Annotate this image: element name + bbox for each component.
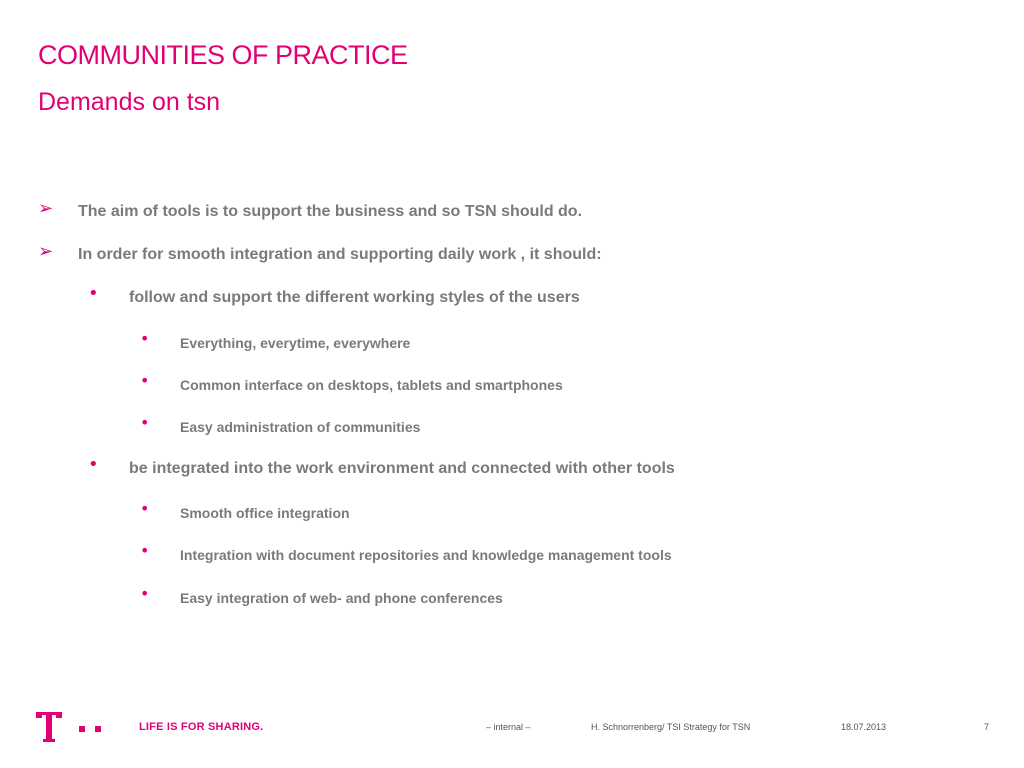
bullet-item-level-3: Easy administration of communities <box>180 419 421 435</box>
footer-date: 18.07.2013 <box>841 722 887 732</box>
dot-bullet-icon: • <box>88 454 99 475</box>
classification-label: – internal – <box>486 722 531 732</box>
telekom-t-logo-icon <box>36 708 106 744</box>
bullet-item-level-1: The aim of tools is to support the business and so TSN should do. <box>78 203 583 220</box>
arrowhead-bullet-icon: ➢ <box>38 241 54 262</box>
bullet-item-level-3: Integration with document repositories and knowledge management tools <box>180 547 672 563</box>
bullet-item-level-3: Common interface on desktops, tablets and smartphones <box>180 377 563 393</box>
dot-bullet-icon: • <box>140 371 150 390</box>
bullet-item-level-3: Smooth office integration <box>180 505 350 521</box>
dot-bullet-icon: • <box>88 283 99 304</box>
page-subtitle: Demands on tsn <box>38 88 221 116</box>
bullet-item-level-2: follow and support the different working styles of the users <box>129 289 580 306</box>
page-title: COMMUNITIES OF PRACTICE <box>38 40 408 70</box>
footer-author: H. Schnorrenberg/ TSI Strategy for TSN <box>591 722 751 732</box>
dot-bullet-icon: • <box>140 329 150 348</box>
bullet-item-level-3: Easy integration of web- and phone conferences <box>180 590 503 606</box>
dot-bullet-icon: • <box>140 499 150 518</box>
bullet-item-level-1: In order for smooth integration and supporting daily work , it should: <box>78 246 602 263</box>
page-number: 7 <box>984 722 990 732</box>
brand-claim: LIFE IS FOR SHARING. <box>139 721 264 733</box>
bullet-item-level-2: be integrated into the work environment and connected with other tools <box>129 460 675 477</box>
dot-bullet-icon: • <box>140 541 150 560</box>
bullet-item-level-3: Everything, everytime, everywhere <box>180 335 411 351</box>
dot-bullet-icon: • <box>140 413 150 432</box>
dot-bullet-icon: • <box>140 584 150 603</box>
arrowhead-bullet-icon: ➢ <box>38 198 54 219</box>
